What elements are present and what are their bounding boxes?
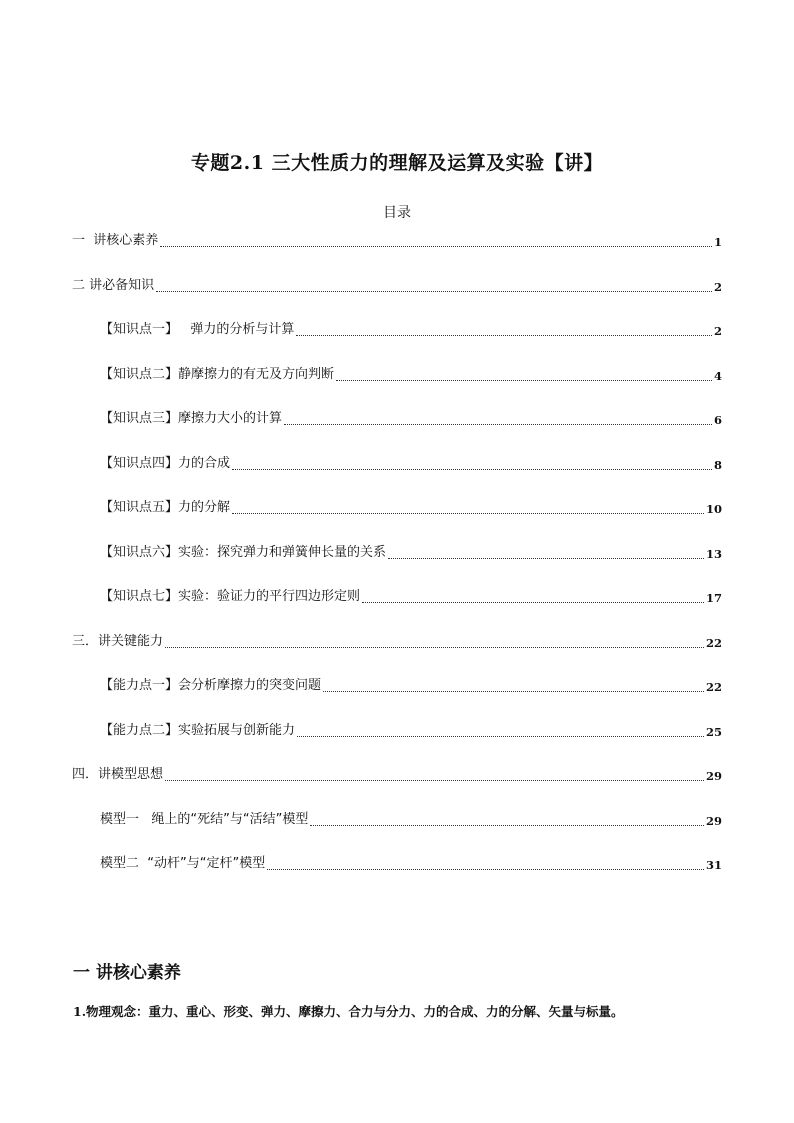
toc-dot-leader (323, 677, 704, 692)
toc-entry-label: 二 讲必备知识 (72, 277, 155, 293)
toc-dot-leader (296, 321, 712, 336)
toc-entry[interactable] (72, 852, 722, 897)
toc-entry[interactable] (72, 407, 722, 452)
toc-entry-page-number: 2 (713, 279, 722, 294)
toc-entry[interactable] (72, 585, 722, 630)
toc-entry-label: 模型二 “动杆”与“定杆”模型 (100, 856, 266, 871)
toc-entry-page-number: 31 (705, 858, 722, 872)
toc-entry[interactable] (72, 496, 722, 541)
toc-heading: 目录 (383, 205, 411, 221)
toc-entry-label: 三．讲关键能力 (72, 633, 164, 649)
toc-entry-page-number: 13 (705, 546, 722, 561)
toc-entry-label: 【知识点二】静摩擦力的有无及方向判断 (100, 366, 335, 382)
toc-entry[interactable] (72, 541, 722, 586)
toc-dot-leader (232, 455, 712, 470)
toc-entry-page-number: 22 (705, 635, 722, 650)
toc-entry-label: 【知识点四】力的合成 (100, 455, 231, 471)
toc-entry-page-number: 4 (713, 368, 722, 383)
toc-entry[interactable] (72, 274, 722, 319)
toc-entry-page-number: 29 (705, 769, 722, 783)
toc-dot-leader (388, 544, 704, 559)
toc-entry-page-number: 10 (705, 502, 722, 516)
toc-entry-label: 【知识点六】实验：探究弹力和弹簧伸长量的关系 (100, 544, 387, 560)
toc-entry[interactable] (72, 674, 722, 719)
table-of-contents (72, 229, 722, 897)
toc-dot-leader (160, 232, 712, 247)
toc-entry-page-number: 17 (705, 591, 722, 605)
toc-entry-label: 模型一 绳上的“死结”与“活结”模型 (100, 811, 309, 827)
body-paragraph: 1.物理观念：重力、重心、形变、弹力、摩擦力、合力与分力、力的合成、力的分解、矢量与标量。 (73, 1004, 624, 1019)
toc-dot-leader (362, 588, 704, 603)
toc-dot-leader (232, 499, 704, 514)
section-heading: 一 讲核心素养 (73, 963, 181, 983)
toc-entry-label: 【知识点三】摩擦力大小的计算 (100, 411, 283, 426)
toc-dot-leader (297, 722, 704, 737)
toc-entry[interactable] (72, 763, 722, 808)
toc-entry-page-number: 8 (713, 457, 722, 472)
toc-entry-label: 【知识点七】实验：验证力的平行四边形定则 (100, 589, 361, 604)
document-title: 专题2.1 三大性质力的理解及运算及实验【讲】 (190, 152, 604, 174)
toc-dot-leader (310, 811, 704, 826)
toc-dot-leader (165, 766, 704, 781)
toc-entry-label: 【能力点二】实验拓展与创新能力 (100, 722, 296, 738)
toc-dot-leader (267, 855, 704, 870)
toc-entry[interactable] (72, 719, 722, 764)
toc-entry-label: 【能力点一】会分析摩擦力的突变问题 (100, 678, 322, 693)
toc-entry-label: 【知识点一】 弹力的分析与计算 (100, 322, 295, 337)
toc-entry-page-number: 6 (713, 413, 722, 427)
toc-entry[interactable] (72, 363, 722, 408)
toc-dot-leader (156, 277, 712, 292)
toc-dot-leader (165, 633, 704, 648)
toc-entry[interactable] (72, 452, 722, 497)
toc-entry-label: 一 讲核心素养 (72, 233, 159, 248)
toc-entry[interactable] (72, 318, 722, 363)
toc-dot-leader (284, 410, 712, 425)
toc-entry-page-number: 25 (705, 724, 722, 739)
toc-entry[interactable] (72, 808, 722, 853)
toc-entry-page-number: 29 (705, 813, 722, 828)
toc-entry-label: 【知识点五】力的分解 (100, 500, 231, 515)
toc-entry-page-number: 2 (713, 324, 722, 338)
toc-dot-leader (336, 366, 712, 381)
toc-entry-label: 四．讲模型思想 (72, 767, 164, 782)
toc-entry-page-number: 1 (713, 235, 722, 249)
toc-entry[interactable] (72, 630, 722, 675)
toc-entry[interactable] (72, 229, 722, 274)
toc-entry-page-number: 22 (705, 680, 722, 694)
